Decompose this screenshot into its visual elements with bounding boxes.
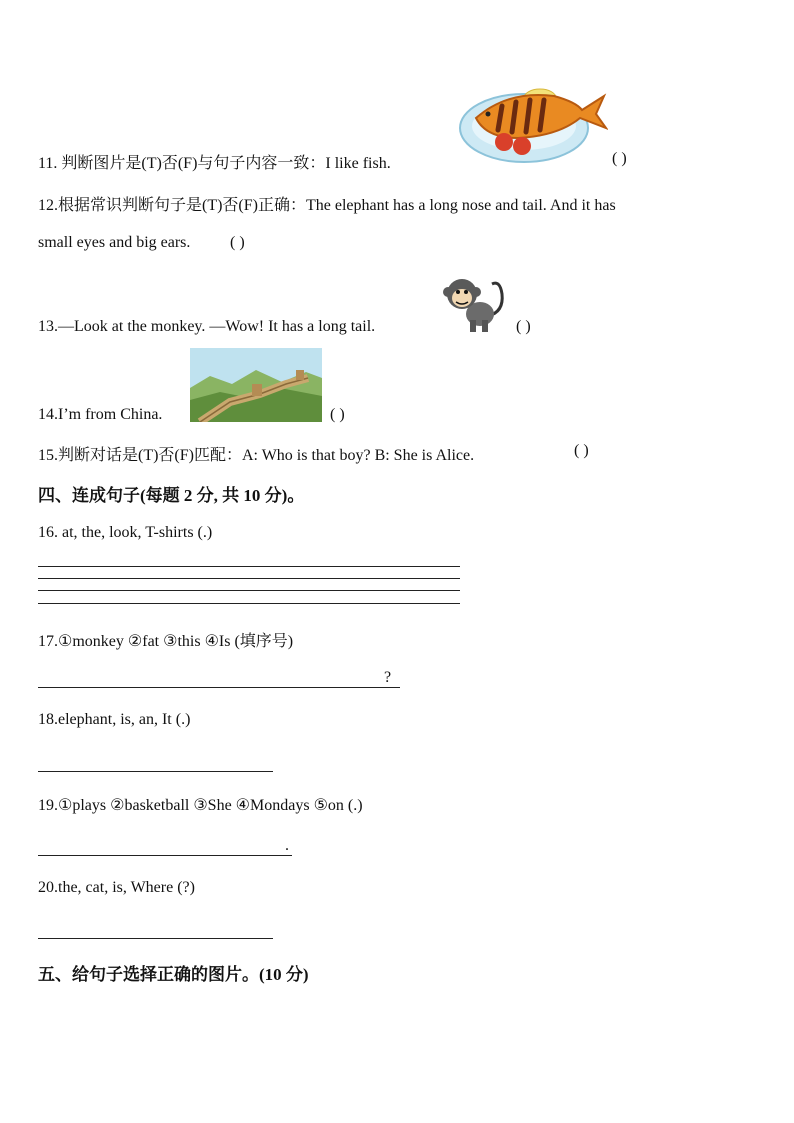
answer-blank-12[interactable]: ( ) [230, 234, 245, 251]
answer-line-18[interactable] [38, 771, 273, 772]
answer-line-20[interactable] [38, 938, 273, 939]
section-4-heading: 四、连成句子(每题 2 分, 共 10 分)。 [38, 486, 305, 505]
answer-line-19[interactable] [38, 855, 292, 856]
question-20: 20.the, cat, is, Where (?) [38, 879, 195, 896]
question-12-line-2: small eyes and big ears. [38, 234, 191, 251]
answer-line-17[interactable] [38, 687, 400, 688]
question-15: 15.判断对话是(T)否(F)匹配：A: Who is that boy? B: She is Alice. [38, 447, 475, 464]
answer-blank-15[interactable]: ( ) [574, 442, 589, 459]
end-mark-19: . [285, 837, 289, 854]
question-11: 11. 判断图片是(T)否(F)与句子内容一致：I like fish. [38, 155, 391, 172]
fish-plate-image [458, 84, 608, 166]
writing-line[interactable] [38, 578, 460, 579]
question-14: 14.I’m from China. [38, 406, 163, 423]
question-17: 17.①monkey ②fat ③this ④Is (填序号) [38, 633, 294, 650]
great-wall-image [190, 348, 322, 422]
writing-line[interactable] [38, 590, 460, 591]
question-16: 16. at, the, look, T-shirts (.) [38, 524, 213, 541]
monkey-image [442, 272, 508, 334]
question-13: 13.—Look at the monkey. —Wow! It has a long tail. [38, 318, 376, 335]
answer-blank-14[interactable]: ( ) [330, 406, 345, 423]
end-mark-17: ? [384, 669, 392, 686]
answer-blank-13[interactable]: ( ) [516, 318, 531, 335]
answer-blank-11[interactable]: ( ) [612, 150, 627, 167]
question-19: 19.①plays ②basketball ③She ④Mondays ⑤on (.) [38, 797, 363, 814]
writing-line[interactable] [38, 603, 460, 604]
question-18: 18.elephant, is, an, It (.) [38, 711, 191, 728]
writing-line[interactable] [38, 566, 460, 567]
section-5-heading: 五、给句子选择正确的图片。(10 分) [38, 965, 309, 984]
question-12-line-1: 12.根据常识判断句子是(T)否(F)正确：The elephant has a long nose and tail. And it has [38, 197, 616, 214]
